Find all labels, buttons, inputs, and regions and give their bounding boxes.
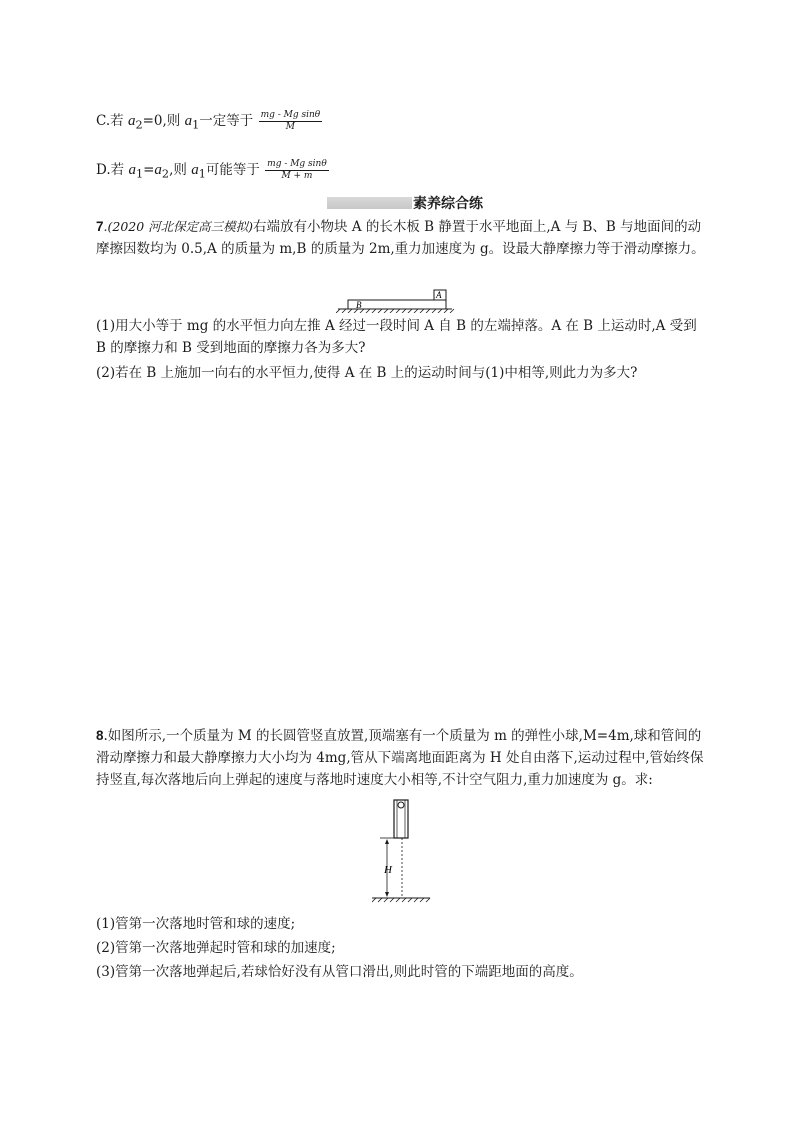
option-c-label: C.若 bbox=[96, 113, 128, 129]
option-d-label: D.若 bbox=[96, 162, 129, 178]
option-c-fraction: $\frac{\text{mg - Mg sinθ}}{M}$ bbox=[260, 110, 321, 132]
ball bbox=[398, 802, 404, 808]
block-a-label: A bbox=[436, 290, 442, 300]
question-8-stem bbox=[96, 725, 706, 791]
board-b-label: B bbox=[356, 300, 362, 310]
question-8-text: .如图所示,一个质量为 M 的长圆管竖直放置,顶端塞有一个质量为 m 的弹性小球,M=4m,球和管间的滑动摩擦力和最大静摩擦力大小均为 4mg,管从下端离地面距离为 H 处自由落下,运动过程中,管始终保持竖直,每次落地后向上弹起的速度与落地时速度大小相等,不计空气阻力,重力加速度为 g。求: bbox=[96, 728, 704, 788]
option-d: D.若 $a_1=a_2$,则 $a_1$可能等于 $\frac{\text{mg - Mg sinθ}}{M + m}$ bbox=[96, 159, 327, 181]
board-b bbox=[348, 300, 446, 309]
question-7-figure bbox=[336, 287, 456, 313]
question-8-sub1: (1)管第一次落地时管和球的速度; bbox=[96, 916, 296, 932]
option-d-fraction: $\frac{\text{mg - Mg sinθ}}{M + m}$ bbox=[267, 159, 327, 181]
section-header-bar bbox=[327, 197, 412, 209]
question-7-number: 7 bbox=[96, 219, 104, 234]
option-c: C.若 $a_2=0$,则 $a_1$一定等于 $\frac{\text{mg - Mg sinθ}}{M}$ bbox=[96, 110, 321, 132]
question-7-sub2: (2)若在 B 上施加一向右的水平恒力,使得 A 在 B 上的运动时间与(1)中相等,则此力为多大? bbox=[96, 365, 638, 381]
question-7-stem bbox=[96, 216, 706, 260]
question-8-number: 8 bbox=[96, 728, 104, 743]
question-8-sub3: (3)管第一次落地弹起后,若球恰好没有从管口滑出,则此时管的下端距地面的高度。 bbox=[96, 964, 583, 980]
question-7-text: 右端放有小物块 A 的长木板 B 静置于水平地面上,A 与 B、B 与地面间的动摩擦因数均为 0.5,A 的质量为 m,B 的质量为 2m,重力加速度为 g。设最大静摩擦力等于滑动摩擦力。 bbox=[96, 219, 705, 257]
question-7-source: .(2020 河北保定高三模拟) bbox=[103, 219, 254, 234]
section-title: 素养综合练 bbox=[413, 196, 483, 212]
question-7-sub1: (1)用大小等于 mg 的水平恒力向左推 A 经过一段时间 A 自 B 的左端掉落。A 在 B 上运动时,A 受到 B 的摩擦力和 B 受到地面的摩擦力各为多大? bbox=[96, 318, 697, 356]
question-8-sub2: (2)管第一次落地弹起时管和球的加速度; bbox=[96, 940, 336, 956]
height-label: H bbox=[384, 864, 392, 876]
question-8-figure bbox=[372, 798, 432, 906]
